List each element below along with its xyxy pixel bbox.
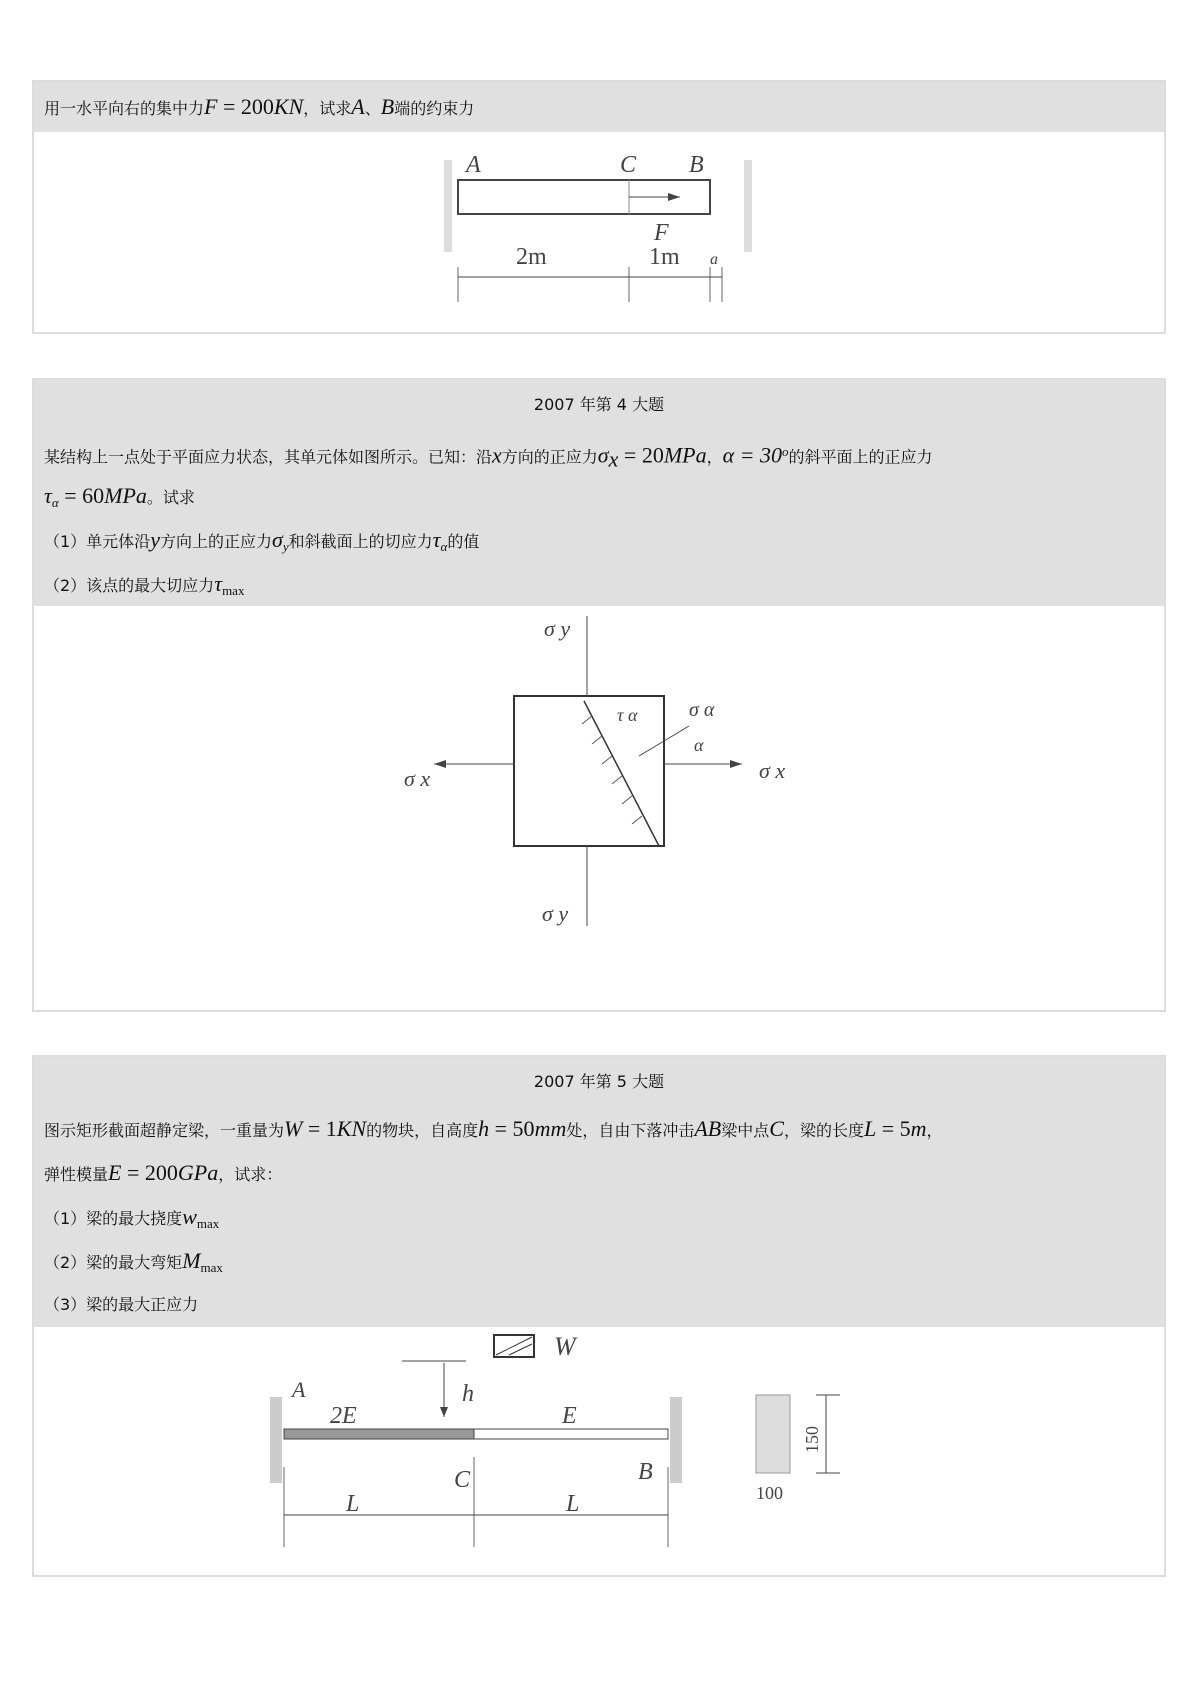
label-C: C [454, 1467, 471, 1493]
wall-left [444, 160, 452, 252]
wall-right [744, 160, 752, 252]
question-5-header [34, 1057, 1164, 1327]
text: ，梁的长度 [783, 1121, 864, 1140]
math: x [492, 442, 502, 468]
math: = 200 [217, 94, 274, 119]
math: MPa [104, 483, 147, 508]
question-4-title: 2007 年第 4 大题 [533, 395, 665, 414]
text: 。试求 [146, 488, 195, 507]
math: W [284, 1116, 303, 1141]
label-L-right: L [566, 1491, 580, 1517]
text: （1）单元体沿 [44, 532, 151, 551]
q4-item1 [44, 518, 1154, 562]
math: y [150, 527, 160, 552]
math: A [351, 94, 365, 119]
math: h [478, 1116, 490, 1141]
text: ， [706, 447, 723, 467]
label-h: h [462, 1381, 474, 1407]
math: α [51, 495, 59, 511]
question-4-header [34, 380, 1164, 606]
question-5-title: 2007 年第 5 大题 [533, 1072, 665, 1091]
label-L-left: L [346, 1491, 360, 1517]
beam-2E [284, 1429, 474, 1439]
math: = 50 [489, 1116, 535, 1141]
cross-section [756, 1395, 790, 1473]
label-A: A [466, 152, 481, 178]
label-width-100: 100 [756, 1483, 783, 1503]
q4-line2 [44, 474, 1154, 518]
text: 用一水平向右的集中力 [44, 99, 205, 118]
question-5-panel [32, 1055, 1166, 1577]
q5-item2 [44, 1239, 1154, 1283]
text: （1）梁的最大挠度 [44, 1209, 183, 1228]
text: 、 [364, 99, 381, 118]
text: 和斜截面上的切应力 [288, 532, 433, 551]
math: max [200, 1260, 223, 1276]
math: C [769, 1116, 784, 1141]
text: 方向的正应力 [501, 447, 598, 467]
math: KN [336, 1116, 367, 1141]
stress-element-diagram [34, 606, 1164, 1006]
math: = 20 [618, 442, 664, 468]
math: AB [694, 1116, 722, 1141]
wall-left [270, 1397, 282, 1483]
math: max [196, 1216, 220, 1232]
dim-2m: 2m [516, 244, 547, 270]
label-F: F [654, 220, 669, 246]
text: （2）该点的最大切应力 [44, 576, 215, 595]
math: τ [432, 527, 441, 552]
math: max [222, 583, 245, 599]
q5-item3: （3）梁的最大正应力 [44, 1295, 199, 1314]
text: 弹性模量 [44, 1165, 109, 1184]
math: L [863, 1116, 877, 1141]
label-sigma-y-top: σ y [544, 616, 571, 641]
math: = 5 [876, 1116, 911, 1141]
math: E [108, 1160, 122, 1185]
dim-1m: 1m [649, 244, 680, 270]
label-B: B [689, 152, 704, 178]
beam-E [474, 1429, 668, 1439]
label-height-150: 150 [802, 1426, 822, 1453]
text: 方向上的正应力 [159, 532, 272, 551]
beam-diagram-q5 [34, 1327, 1164, 1567]
label-sigma-x-left: σ x [404, 766, 431, 791]
math: F [204, 94, 218, 119]
math: x [608, 446, 619, 472]
math: o [782, 444, 789, 459]
q4-line1 [44, 430, 1154, 474]
label-tau-alpha: τ α [617, 705, 638, 725]
text: ，试求 [303, 99, 352, 118]
q5-line1 [44, 1107, 1154, 1151]
wall-right [670, 1397, 682, 1483]
question-4-panel [32, 378, 1166, 1012]
question-3-text [34, 82, 1164, 132]
label-alpha: α [694, 735, 704, 755]
math: α = 30 [722, 442, 783, 468]
text: 端的约束力 [394, 99, 475, 118]
math: α [440, 539, 448, 555]
math: B [380, 94, 395, 119]
label-sigma-x-right: σ x [759, 758, 786, 783]
math: MPa [663, 442, 707, 468]
math: σ [597, 442, 609, 468]
text: ，试求： [218, 1165, 283, 1184]
math: = 1 [302, 1116, 337, 1141]
text: 的斜平面上的正应力 [788, 447, 933, 467]
label-A: A [292, 1377, 306, 1402]
q4-item2 [44, 562, 1154, 606]
math: mm [534, 1116, 567, 1141]
q5-item1 [44, 1195, 1154, 1239]
dim-a: a [710, 251, 718, 268]
math: = 200 [121, 1160, 178, 1185]
beam-diagram-q3 [34, 132, 1164, 332]
math: τ [214, 571, 223, 596]
question-3-panel [32, 80, 1166, 334]
text: 梁中点 [721, 1121, 770, 1140]
label-C: C [620, 152, 637, 178]
math: = 60 [58, 483, 105, 508]
text: 某结构上一点处于平面应力状态，其单元体如图所示。已知：沿 [44, 447, 493, 467]
text: 的物块，自高度 [366, 1121, 479, 1140]
text: ， [926, 1121, 943, 1140]
label-E: E [562, 1403, 577, 1429]
text: 处，自由下落冲击 [566, 1121, 695, 1140]
label-sigma-alpha: σ α [689, 699, 715, 721]
label-2E: 2E [330, 1403, 357, 1429]
text: （2）梁的最大弯矩 [44, 1253, 183, 1272]
label-W: W [554, 1332, 576, 1361]
math: y [282, 539, 289, 555]
label-sigma-y-bottom: σ y [542, 901, 569, 926]
text: 图示矩形截面超静定梁，一重量为 [44, 1121, 285, 1140]
math: GPa [177, 1160, 219, 1185]
text: 的值 [447, 532, 480, 551]
q5-line2 [44, 1151, 1154, 1195]
label-B: B [638, 1459, 653, 1485]
math: τ [44, 483, 52, 508]
math: KN [273, 94, 304, 119]
math: w [182, 1204, 197, 1229]
math: M [182, 1248, 201, 1273]
math: m [910, 1116, 927, 1141]
math: σ [271, 527, 283, 552]
